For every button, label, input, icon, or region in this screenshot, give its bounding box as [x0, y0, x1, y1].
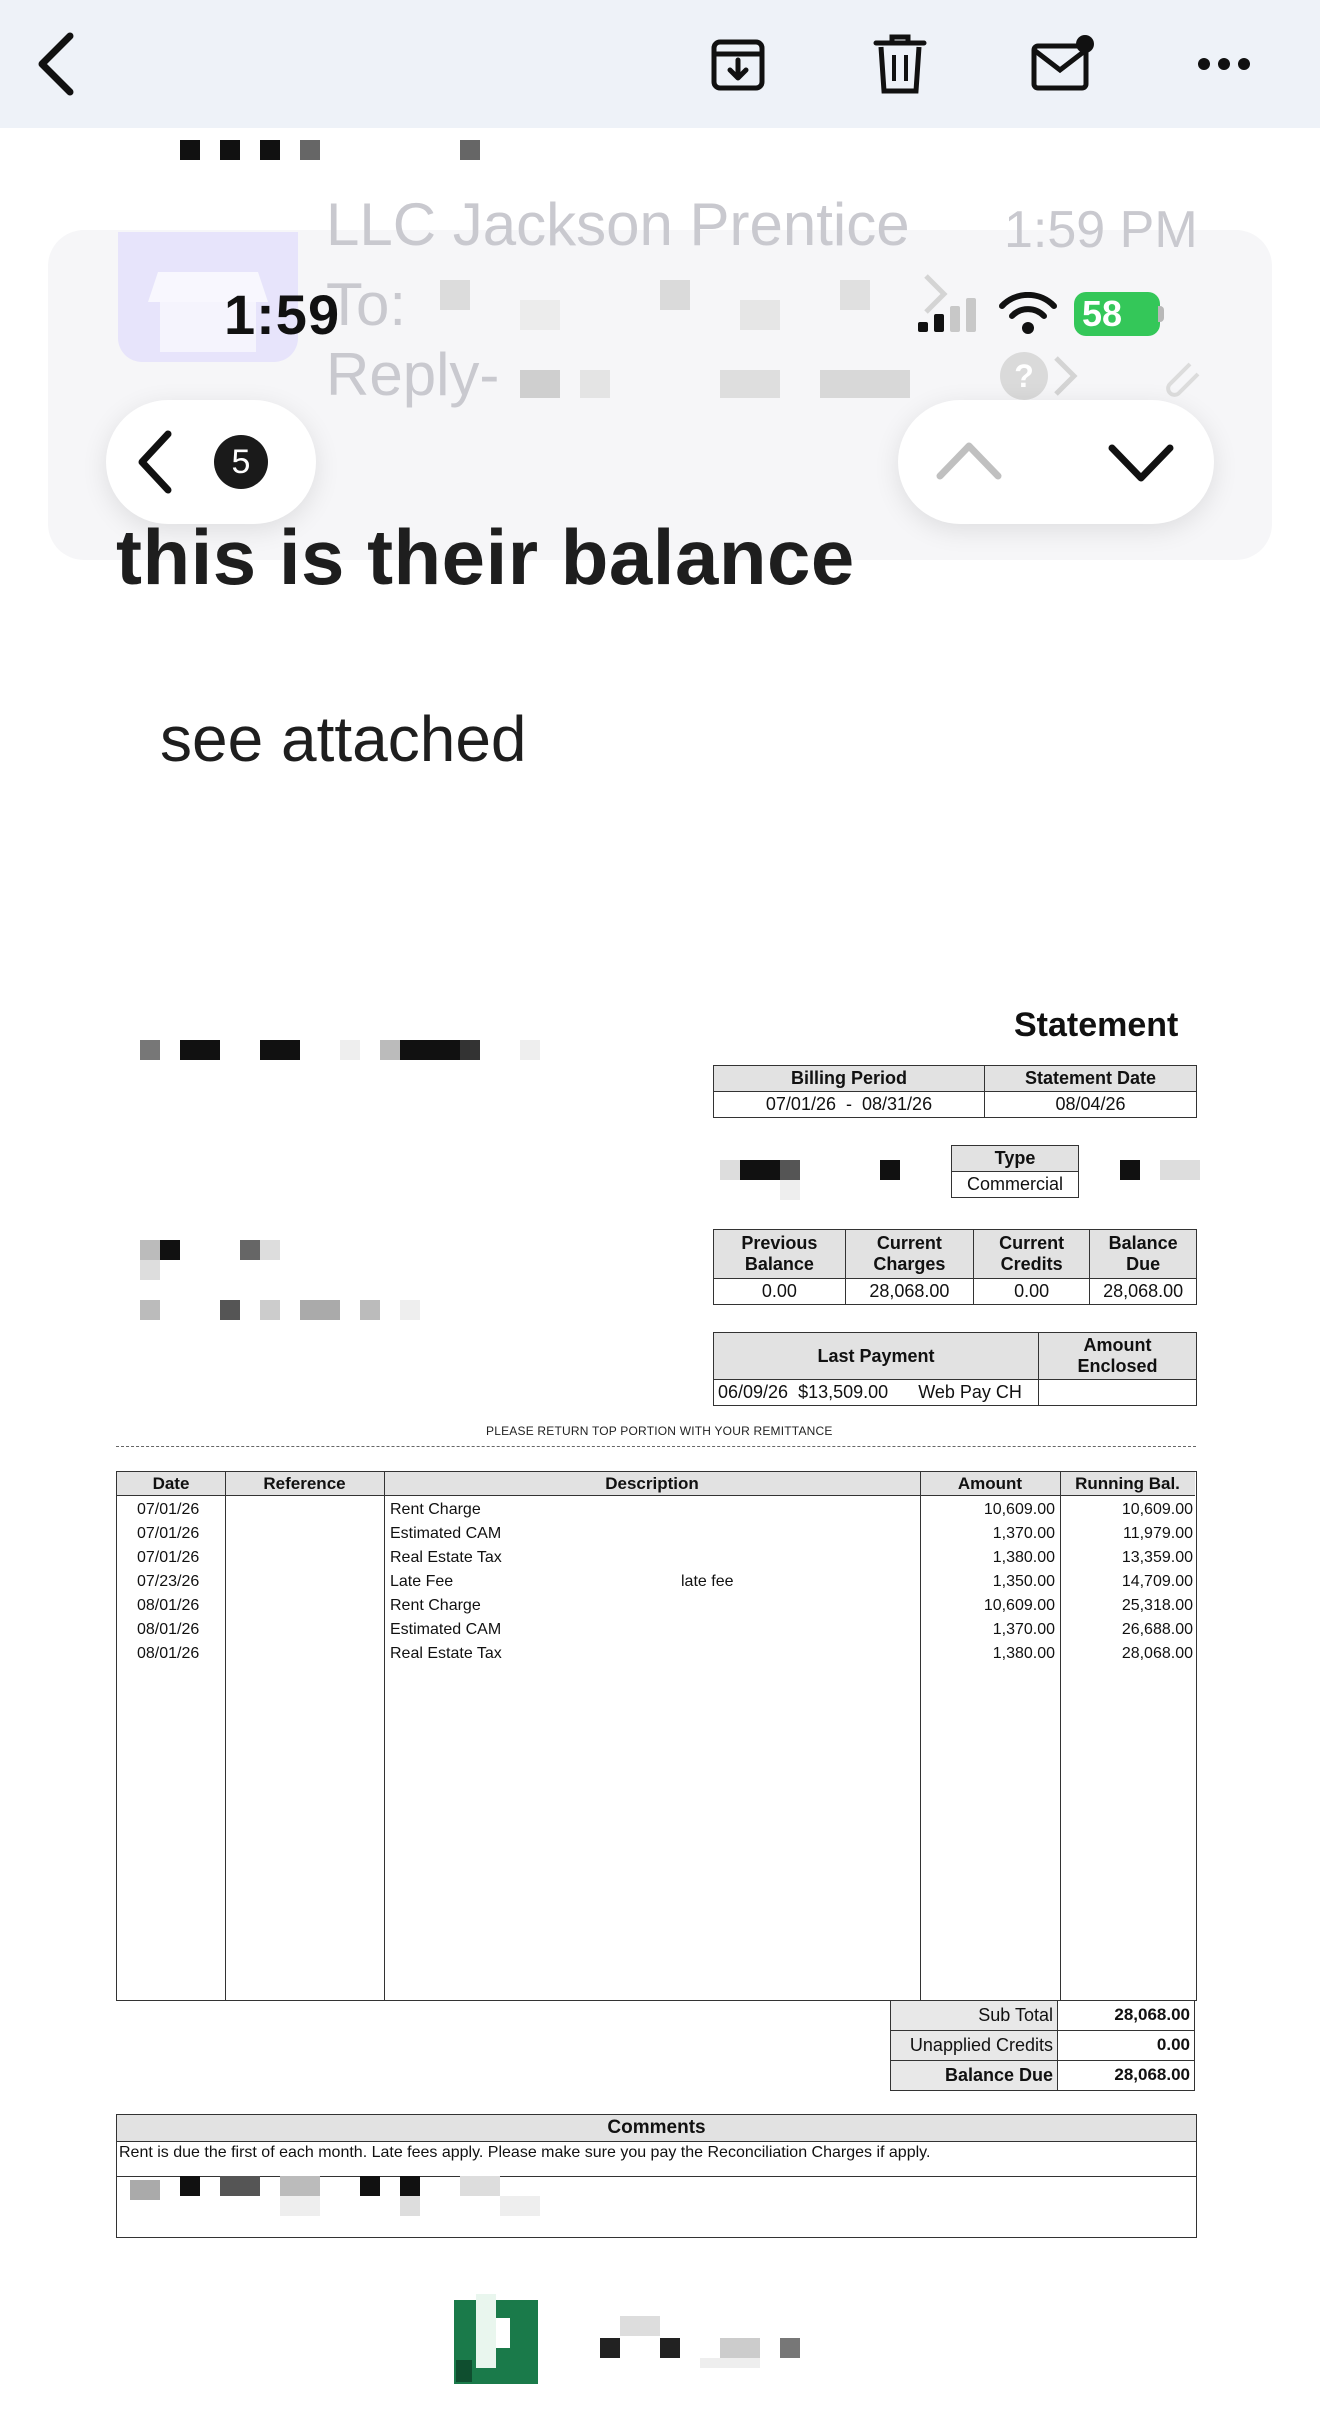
- table-row: [117, 1546, 1195, 1570]
- credits-value: 0.00: [1058, 2031, 1195, 2061]
- type-value: Commercial: [952, 1172, 1079, 1198]
- ledger-header-description: Description: [384, 1472, 920, 1496]
- ledger-cell-description: Real Estate Tax: [390, 1645, 502, 1662]
- period-end: 08/31/26: [862, 1094, 933, 1114]
- comments-header: Comments: [117, 2115, 1196, 2142]
- ledger-cell-amount: 10,609.00: [983, 1597, 1055, 1614]
- ledger-header-date: Date: [117, 1472, 225, 1496]
- last-payment-method: Web Pay CH: [918, 1382, 1022, 1402]
- last-payment-header: Last Payment: [714, 1333, 1039, 1380]
- last-payment-value: [714, 1380, 1039, 1406]
- ledger-cell-date: 08/01/26: [137, 1597, 200, 1614]
- ghost-sender: LLC Jackson Prentice: [326, 191, 910, 258]
- ghost-redaction: [440, 280, 980, 400]
- redacted-company-name: [140, 1040, 540, 1060]
- ledger-header-reference: Reference: [225, 1472, 384, 1496]
- current-credits-header: Current Credits: [973, 1230, 1089, 1279]
- ghost-to: To:: [326, 271, 407, 338]
- ledger-cell-date: 08/01/26: [137, 1621, 200, 1638]
- ledger-cell-amount: 1,380.00: [992, 1549, 1055, 1566]
- previous-balance-value: 0.00: [714, 1279, 846, 1305]
- remittance-note: PLEASE RETURN TOP PORTION WITH YOUR REMITTANCE: [486, 1424, 833, 1438]
- tear-line: [116, 1446, 1196, 1447]
- wifi-icon: [998, 292, 1058, 341]
- redacted-address: [140, 1240, 480, 1320]
- ledger-cell-note: late fee: [681, 1573, 734, 1590]
- amount-enclosed-header: Amount Enclosed: [1039, 1333, 1197, 1380]
- statement-title: Statement: [1014, 1006, 1179, 1044]
- type-table: [951, 1145, 1079, 1198]
- ledger-cell-running: 11,979.00: [1123, 1525, 1193, 1542]
- email-body: see attached: [160, 703, 527, 775]
- chevron-left-icon: [136, 430, 176, 499]
- ledger-cell-running: 10,609.00: [1121, 1501, 1193, 1518]
- ghost-reply: Reply-: [326, 341, 500, 408]
- ledger-cell-date: 07/23/26: [137, 1573, 200, 1590]
- ledger-cell-amount: 1,370.00: [992, 1525, 1055, 1542]
- battery-tip: [1158, 306, 1164, 322]
- ledger-header-amount: Amount: [920, 1472, 1060, 1496]
- last-payment-date: 06/09/26: [718, 1382, 789, 1402]
- table-row: [117, 1570, 1195, 1594]
- billing-period-value: [714, 1092, 985, 1118]
- ledger-cell-description: Rent Charge: [390, 1597, 481, 1614]
- archive-icon: [708, 34, 768, 94]
- last-payment-amount: $13,509.00: [798, 1382, 889, 1402]
- totals-box: [890, 2001, 1195, 2091]
- period-start: 07/01/26: [765, 1094, 836, 1114]
- ledger-table: [116, 1471, 1197, 2001]
- table-row: [117, 1642, 1195, 1666]
- last-payment-table: [713, 1332, 1197, 1406]
- back-button[interactable]: [14, 22, 98, 106]
- ledger-cell-date: 07/01/26: [137, 1525, 200, 1542]
- table-row: [117, 1594, 1195, 1618]
- ledger-cell-description: Late Fee: [390, 1573, 454, 1590]
- ledger-cell-amount: 1,350.00: [992, 1573, 1055, 1590]
- balance-due-total: 28,068.00: [1058, 2061, 1195, 2091]
- thread-count-badge: 5: [214, 435, 268, 489]
- chevron-up-icon[interactable]: [934, 438, 1004, 487]
- current-credits-value: 0.00: [973, 1279, 1089, 1305]
- ghost-question-icon: ?: [1000, 352, 1048, 400]
- current-charges-value: 28,068.00: [845, 1279, 973, 1305]
- table-row: [117, 1498, 1195, 1522]
- ledger-cell-amount: 10,609.00: [983, 1501, 1055, 1518]
- more-button[interactable]: [1182, 22, 1266, 106]
- ledger-cell-running: 25,318.00: [1121, 1597, 1193, 1614]
- cellular-signal-icon: [916, 298, 980, 339]
- table-row: [117, 1522, 1195, 1546]
- comments-text: Rent is due the first of each month. Late fees apply. Please make sure you pay the Reconciliation Charges if apply.: [119, 2144, 931, 2161]
- ledger-cell-running: 14,709.00: [1121, 1573, 1193, 1590]
- ledger-cell-date: 07/01/26: [137, 1501, 200, 1518]
- ledger-cell-date: 07/01/26: [137, 1549, 200, 1566]
- ledger-cell-running: 13,359.00: [1121, 1549, 1193, 1566]
- ledger-cell-date: 08/01/26: [137, 1645, 200, 1662]
- mail-unread-icon: [1029, 34, 1095, 94]
- message-nav-pill: [898, 400, 1214, 524]
- ledger-cell-description: Estimated CAM: [390, 1621, 502, 1638]
- previous-balance-header: Previous Balance: [714, 1230, 846, 1279]
- credits-label: Unapplied Credits: [890, 2031, 1058, 2061]
- ledger-cell-running: 28,068.00: [1121, 1645, 1193, 1662]
- statement-date-value: 08/04/26: [985, 1092, 1197, 1118]
- type-header: Type: [952, 1146, 1079, 1172]
- balance-summary-table: [713, 1229, 1197, 1305]
- current-charges-header: Current Charges: [845, 1230, 973, 1279]
- balance-due-header: Balance Due: [1090, 1230, 1197, 1279]
- ledger-cell-amount: 1,380.00: [992, 1645, 1055, 1662]
- email-subject: this is their balance: [116, 513, 855, 601]
- status-time: 1:59: [224, 283, 341, 346]
- redacted-sender-line: [0, 128, 630, 164]
- billing-period-table: [713, 1065, 1197, 1118]
- mark-unread-button[interactable]: [1020, 22, 1104, 106]
- redacted-company-footer: [580, 2316, 880, 2376]
- period-sep: -: [846, 1094, 852, 1114]
- ghost-time: 1:59 PM: [1004, 201, 1198, 259]
- balance-due-value: 28,068.00: [1090, 1279, 1197, 1305]
- subtotal-value: 28,068.00: [1058, 2001, 1195, 2031]
- battery-level: 58: [1082, 293, 1123, 334]
- ledger-header-running: Running Bal.: [1060, 1472, 1195, 1496]
- ledger-cell-amount: 1,370.00: [992, 1621, 1055, 1638]
- trash-icon: [872, 33, 928, 95]
- ghost-paperclip-icon: [1160, 356, 1204, 405]
- back-thread-pill[interactable]: [106, 400, 316, 524]
- statement-date-header: Statement Date: [985, 1066, 1197, 1092]
- archive-button[interactable]: [696, 22, 780, 106]
- ledger-cell-running: 26,688.00: [1121, 1621, 1193, 1638]
- ledger-cell-description: Estimated CAM: [390, 1525, 502, 1542]
- trash-button[interactable]: [858, 22, 942, 106]
- table-row: [117, 1618, 1195, 1642]
- ghost-chevron-icon: [1050, 352, 1080, 405]
- balance-due-label: Balance Due: [890, 2061, 1058, 2091]
- chevron-down-icon[interactable]: [1106, 442, 1176, 491]
- mail-toolbar: [0, 0, 1320, 128]
- more-icon: [1196, 56, 1252, 72]
- chevron-left-icon: [34, 32, 78, 96]
- billing-period-header: Billing Period: [714, 1066, 985, 1092]
- amount-enclosed-value: [1039, 1380, 1197, 1406]
- battery-indicator: [1074, 292, 1160, 336]
- company-logo: [454, 2290, 542, 2386]
- subtotal-label: Sub Total: [890, 2001, 1058, 2031]
- redacted-footer: [120, 2172, 760, 2222]
- ledger-cell-description: Real Estate Tax: [390, 1549, 502, 1566]
- ledger-cell-description: Rent Charge: [390, 1501, 481, 1518]
